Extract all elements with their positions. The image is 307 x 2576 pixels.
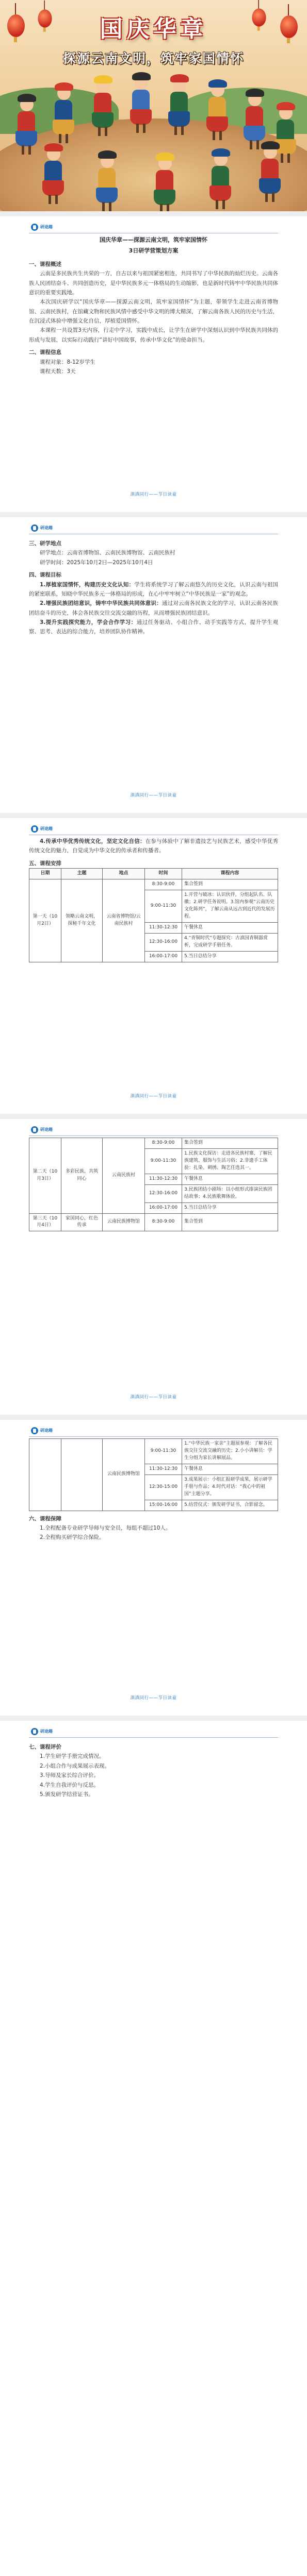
- schedule-table: [29, 1438, 278, 1511]
- child-figure: [153, 157, 176, 211]
- eval-item: 2.小组合作与成果展示表现。: [40, 1762, 110, 1769]
- document-page: [0, 813, 307, 1114]
- brand-icon: [31, 825, 38, 833]
- schedule-table: [29, 1138, 278, 1231]
- info-line: 课程对象：8-12岁学生: [40, 359, 95, 365]
- table-row: 12:30-16:00 4.“青铜时代”专题探究：古滇国青铜器赏析，完成研学手册任务。: [29, 933, 278, 951]
- child-figure: [52, 87, 75, 143]
- col-header: 课程内容: [182, 869, 278, 879]
- table-row: 9:00-11:30 1.开营与破冰：认识伙伴，分组起队名、队徽；2.研学任务说明。3.馆内参观“云南历史文化陈列”，了解云南从远古到近代的发展历程。: [29, 890, 278, 923]
- child-figure: [14, 98, 38, 155]
- child-figure: [41, 147, 65, 204]
- table-row: 12:30-16:00 3.民族团结小剧场：以小组形式排演民族团结故事；4.民族歌舞体验。: [29, 1184, 278, 1202]
- child-figure: [258, 145, 282, 202]
- document-page: [0, 1716, 307, 1944]
- plan-title: 国庆华章——探源云南文明，筑牢家国情怀: [100, 236, 207, 243]
- section-heading: 七、课程评价: [29, 1744, 61, 1750]
- goal-item: 4.传承中华优秀传统文化，坚定文化自信：在参与体验中了解非遗技艺与民族艺术，感受中华优秀传统文化的魅力，自觉成为中华文化的传承者和传播者。: [29, 838, 279, 854]
- page-footer: 滇滇同行——节日读童: [130, 793, 177, 799]
- table-row: 第三天（10月4日） 家国同心，红色传承 云南民族博物馆 8:30-9:00 集合签到: [29, 1213, 278, 1231]
- section-heading: 四、课程目标: [29, 572, 61, 579]
- child-figure: [129, 76, 153, 133]
- info-line: 课程天数：3天: [40, 368, 76, 375]
- eval-item: 5.颁发研学结营证书。: [40, 1791, 94, 1798]
- col-header: 地点: [103, 869, 145, 879]
- brand-logo: 研途趣: [31, 223, 53, 232]
- eval-item: 3.导师及家长综合评价。: [40, 1772, 100, 1779]
- time-line: 研学时间：2025年10月2日—2025年10月4日: [40, 559, 153, 566]
- paragraph: 本课程一共设置3天内容，行走中学习，实践中成长，让学生在研学中深刻认识到中华民族共同体的形成与发展，以实际行动践行“讲好中国故事，传承中华文化”的使命担当。: [29, 327, 278, 343]
- section-heading: 三、研学地点: [29, 540, 61, 547]
- plan-subtitle: 3日研学营策划方案: [128, 247, 179, 254]
- child-figure: [208, 152, 232, 209]
- child-figure: [95, 155, 119, 211]
- eval-item: 4.学生自我评价与反思。: [40, 1782, 100, 1788]
- banner-title: 国庆华章: [100, 16, 207, 42]
- col-header: 时间: [145, 869, 182, 879]
- section-heading: 一、课程概述: [29, 261, 61, 267]
- col-header: 日期: [29, 869, 61, 879]
- section-heading: 二、课程信息: [29, 349, 61, 356]
- hero-banner: [0, 0, 307, 211]
- page-footer: 滇滇同行——节日读童: [130, 1395, 177, 1400]
- goal-item: 3.提升实践探究能力，学会合作学习：通过任务驱动、小组合作、动手实践等方式，提升学生观察、思考、表达的综合能力，培养团队协作精神。: [29, 619, 278, 635]
- child-figure: [91, 79, 115, 136]
- goal-item: 1.厚植家国情怀，构建历史文化认知：学生将系统学习了解云南悠久的历史文化，认识云南与祖国的紧密联系，知晓中华民族多元一体格局的形成，在心中牢牢树立“中华民族是一家”的观念。: [29, 581, 279, 597]
- page-footer: 滇滇同行——节日读童: [130, 492, 177, 498]
- brand-icon: [31, 524, 38, 532]
- place-line: 研学地点：云南省博物馆、云南民族博物馆、云南民族村: [40, 550, 175, 556]
- paragraph: 云南是多民族共生共荣的一方，自古以来与祖国紧密相连，共同书写了中华民族的灿烂历史。云南各族人民团结奋斗、共同创造历史，是中华民族多元一体格局的生动缩影，也是新时代铸牢中华民族共同体意识的重要实践地。: [29, 270, 278, 296]
- table-row: 15:00-16:00 5.结营仪式：颁发研学证书，合影留念。: [29, 1500, 278, 1511]
- table-row: 16:00-17:00 5.当日总结分享: [29, 951, 278, 962]
- document-page: [0, 211, 307, 512]
- child-figure: [205, 83, 229, 140]
- table-row: 11:30-12:30 午餐休息: [29, 922, 278, 933]
- document-page: [0, 1415, 307, 1716]
- brand-logo: 研途趣: [31, 824, 53, 834]
- brand-icon: [31, 1427, 38, 1434]
- brand-logo: 研途趣: [31, 523, 53, 533]
- page-footer: 滇滇同行——节日读童: [130, 1094, 177, 1099]
- table-row: 9:00-11:30 1.民族文化探访：走进各民族村寨，了解民族建筑、服饰与生活习俗；2.非遗手工体验：扎染、刺绣、陶艺任选其一。: [29, 1148, 278, 1174]
- brand-icon: [31, 1126, 38, 1133]
- table-row: 12:30-15:00 3.成果展示：小组汇报研学成果，展示研学手册与作品；4.时代对话：“我心中的祖国”主题分享。: [29, 1475, 278, 1500]
- child-figure: [167, 78, 191, 135]
- document-page: [0, 1114, 307, 1415]
- brand-logo: 研途趣: [31, 1125, 53, 1134]
- guarantee-item: 2.全程购买研学综合保险。: [40, 1534, 105, 1541]
- section-heading: 五、课程安排: [29, 860, 61, 867]
- table-row: 11:30-12:30 午餐休息: [29, 1174, 278, 1184]
- child-figure: [243, 93, 266, 149]
- table-row: 16:00-17:00 5.当日总结分享: [29, 1202, 278, 1213]
- banner-subtitle: 探源云南文明，筑牢家国情怀: [62, 51, 244, 66]
- brand-logo: 研途趣: [31, 1727, 53, 1736]
- brand-logo: 研途趣: [31, 1426, 53, 1435]
- brand-icon: [31, 1728, 38, 1735]
- page-footer: 滇滇同行——节日读童: [130, 1696, 177, 1701]
- table-row: 第一天（10月2日） 领略云南文明，探秘千年文化 云南省博物馆/云南民族村 8:30-9:00 集合签到: [29, 879, 278, 890]
- table-row: 第二天（10月3日） 多彩民族，共筑同心 云南民族村 8:30-9:00 集合签到: [29, 1138, 278, 1149]
- guarantee-item: 1.全程配备专业研学导师与安全员，每组不超过10人。: [40, 1524, 171, 1531]
- table-row: 11:30-12:30 午餐休息: [29, 1464, 278, 1475]
- col-header: 主题: [61, 869, 103, 879]
- eval-item: 1.学生研学手册完成情况。: [40, 1753, 105, 1760]
- document-page: [0, 512, 307, 813]
- brand-icon: [31, 224, 38, 231]
- goal-item: 2.增强民族团结意识，铸牢中华民族共同体意识：通过对云南各民族文化的学习，认识云南各民族团结奋斗的历史，体会各民族交往交流交融的历程，从而增强民族团结意识。: [29, 600, 279, 616]
- table-row: 云南民族博物馆 9:00-11:30 1.“中华民族一家亲”主题展参观：了解各民族交往交流交融的历史；2.小小讲解员：学生分组为家长讲解展品。: [29, 1439, 278, 1464]
- schedule-table: [29, 868, 278, 962]
- paragraph: 本次国庆研学以“国庆华章——探源云南文明，筑牢家国情怀”为主题，带领学生走进云南省博物馆、云南民族村，在馆藏文物和民族风情中感受中华文明的博大精深，了解云南各族人民的历史与生活，在沉浸式体验中增强文化自信，厚植爱国情怀。: [29, 299, 278, 325]
- section-heading: 六、课程保障: [29, 1515, 61, 1522]
